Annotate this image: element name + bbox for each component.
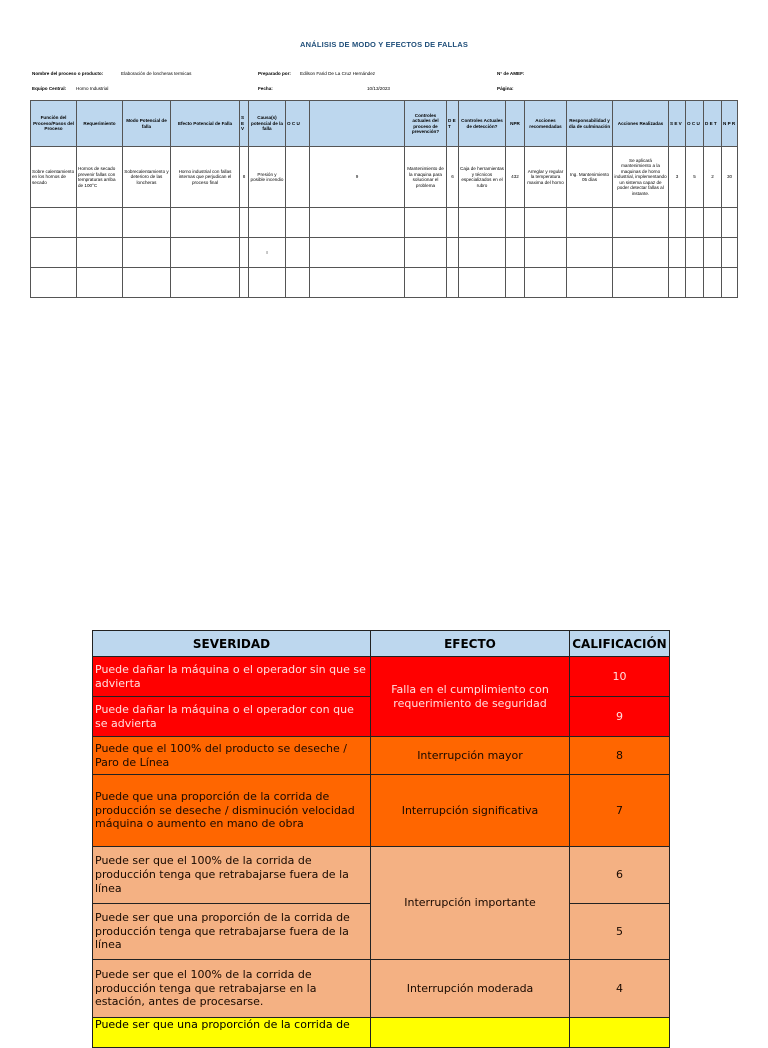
severity-desc: Puede ser que una proporción de la corrida de producción tenga que retrabajarse fuera de la línea [93,904,371,960]
team-label: Equipo Central: [32,86,67,91]
cell-npr: 432 [506,147,525,208]
severity-rating: 8 [570,737,670,775]
cell-recommended-actions: Arreglar y regular la temperatura maxima del horno [525,147,567,208]
severity-desc: Puede ser que una proporción de la corrida de [93,1018,371,1048]
header-ocu-2: O C U [686,101,704,147]
header-cause: Causa(s) potencial de la falla [249,101,286,147]
severity-row [93,775,670,847]
cell-function: Sobre calentamiento en los hornos de secado [31,147,77,208]
header-npr-2: N P R [722,101,738,147]
cell-ocu [286,147,310,208]
cell-actions-taken: Se aplicará mantenimiento a la maquinas de horno industrial, implementando un sistema capaz de poder detectar fallas al instante. [613,147,669,208]
header-npr: NPR [506,101,525,147]
header-det-2: D E T [704,101,722,147]
cell-failure-mode: Sobrecalentamiento y deterioro de las loncheras [123,147,171,208]
severity-desc: Puede ser que el 100% de la corrida de producción tenga que retrabajarse fuera de la línea [93,847,371,904]
header-prevention-controls: Controles actuales del proceso de prevención? [405,101,447,147]
severity-desc: Puede dañar la máquina o el operador sin que se advierta [93,657,371,697]
effect-important: Interrupción importante [371,847,570,960]
severity-row [93,657,670,697]
severity-row [93,960,670,1018]
severity-desc: Puede que una proporción de la corrida de producción se deseche / disminución velocidad máquina o aumento en mano de obra [93,775,371,847]
date-label: Fecha: [258,86,273,91]
cell-sev-2: 3 [669,147,686,208]
product-value: Elaboración de loncheras termicas [121,71,192,76]
severity-desc: Puede ser que el 100% de la corrida de producción tenga que retrabajarse en la estación, antes de procesarse. [93,960,371,1018]
cell-detection-controls: Caja de herramientas y técnicos especializados en el rubro [459,147,506,208]
amef-number-label: N° de AMEF: [497,71,525,76]
product-label: Nombre del proceso o producto: [32,71,104,76]
prepared-label: Preparado por: [258,71,291,76]
severity-rating: 5 [570,904,670,960]
cell-occurrence-value: 9 [310,147,405,208]
header-blank [310,101,405,147]
cell-requirement: Hornos de secado prevenir fallas con tempraturas arriba de 100°C [77,147,123,208]
effect-major: Interrupción mayor [371,737,570,775]
header-rating: CALIFICACIÓN [570,631,670,657]
cell-npr-2: 30 [722,147,738,208]
header-sev: S E V [240,101,249,147]
table-row [31,238,738,268]
severity-desc: Puede dañar la máquina o el operador con que se advierta [93,697,371,737]
header-function: Función del Proceso/Pasos del Proceso [31,101,77,147]
severity-rating: 9 [570,697,670,737]
team-value: Horno Industrial [76,86,109,91]
severity-row [93,847,670,904]
cell-failure-effect: Horno industrial con fallas internas que perjudican el proceso final [171,147,240,208]
header-severity: SEVERIDAD [93,631,371,657]
severity-rating: 10 [570,657,670,697]
cell-responsibility: Ing. Mantenimiento 05 días [567,147,613,208]
severity-rating [570,1018,670,1048]
cell-mark: I [249,238,286,268]
severity-table [92,630,670,1048]
cell-cause: Presión y posible incendio [249,147,286,208]
cell-sev: 8 [240,147,249,208]
severity-rating: 6 [570,847,670,904]
severity-row [93,737,670,775]
severity-desc: Puede que el 100% del producto se deseche / Paro de Línea [93,737,371,775]
page-label: Página: [497,86,514,91]
cell-prevention-controls: Mantenimiento de la maquina para solucionar el problema [405,147,447,208]
cell-det: 6 [447,147,459,208]
header-failure-effect: Efecto Potencial de Falla [171,101,240,147]
header-requirement: Requerimiento [77,101,123,147]
header-effect: EFECTO [371,631,570,657]
table-row [31,268,738,298]
header-sev-2: S E V [669,101,686,147]
table-row [31,147,738,208]
header-failure-mode: Modo Potencial de falla [123,101,171,147]
effect-moderate: Interrupción moderada [371,960,570,1018]
effect-significant: Interrupción significativa [371,775,570,847]
prepared-value: Edilson Farid De La Cruz Hernández [300,71,376,76]
header-ocu: O C U [286,101,310,147]
severity-rating: 4 [570,960,670,1018]
table-row [31,208,738,238]
cell-ocu-2: 5 [686,147,704,208]
effect-safety: Falla en el cumplimiento con requerimiento de seguridad [371,657,570,737]
header-det: D E T [447,101,459,147]
cell-det-2: 2 [704,147,722,208]
severity-row [93,1018,670,1048]
severity-header-row [93,631,670,657]
header-recommended-actions: Acciones recomendadas [525,101,567,147]
amef-table [30,100,738,298]
severity-rating: 7 [570,775,670,847]
header-detection-controls: Controles Actuales de detección? [459,101,506,147]
page-title: ANÁLISIS DE MODO Y EFECTOS DE FALLAS [299,40,469,49]
header-actions-taken: Acciones Realizadas [613,101,669,147]
date-value: 10/13/2023 [367,86,390,91]
header-responsibility: Responsabilidad y día de culminación [567,101,613,147]
amef-header-row [31,101,738,147]
